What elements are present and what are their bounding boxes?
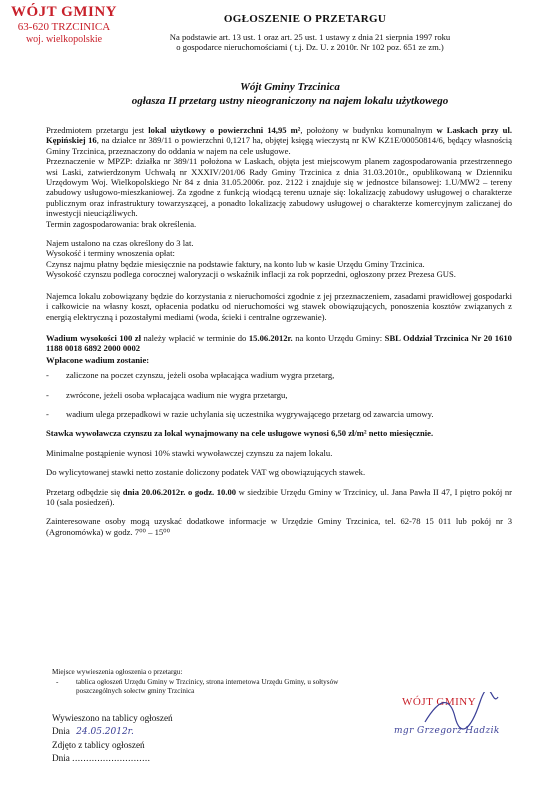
body bbox=[46, 125, 512, 537]
posting-record bbox=[52, 712, 292, 765]
list-item: - zaliczone na poczet czynszu, jeżeli osoba wpłacająca wadium wygra przetarg, bbox=[46, 370, 335, 381]
list-item: - zwrócone, jeżeli osoba wpłacająca wadium nie wygra przetargu, bbox=[46, 389, 288, 400]
paragraph-min-increment: Minimalne postąpienie wynosi 10% stawki wywoławczej czynszu za najem lokalu. bbox=[46, 447, 333, 458]
stamp-line-1: WÓJT GMINY bbox=[11, 4, 117, 20]
signature-name: mgr Grzegorz Hadzik bbox=[394, 726, 500, 736]
paragraph-tenant-obligations: Najemca lokalu zobowiązany będzie do korzystania z nieruchomości zgodnie z jej przeznaczeniem, zasadami prawidłowej gospodarki i całkowicie na własny koszt, opłacenia podatku od nieruchomości wg stawek obowiązujących, ponoszenia kosztów związanych z energią elektryczną i pozostałymi mediami (woda, ścieki i centralne ogrzewanie). bbox=[46, 290, 512, 322]
page-title: OGŁOSZENIE O PRZETARGU bbox=[223, 13, 387, 25]
paragraph-lease-term: Najem ustalono na czas określony do 3 lat. bbox=[46, 238, 194, 249]
premises-address: w Laskach przy ul. Kępińskiej 16 bbox=[46, 125, 512, 146]
paragraph-fees-title: Wysokość i terminy wnoszenia opłat: bbox=[46, 248, 175, 259]
signature-block bbox=[390, 692, 540, 752]
paragraph-indexation: Wysokość czynszu podlega corocznej waloryzacji o wskaźnik inflacji za rok poprzedni, ogłoszony przez Prezesa GUS. bbox=[46, 269, 456, 280]
subtitle-line-2: ogłasza II przetarg ustny nieograniczony na najem lokalu użytkowego bbox=[131, 95, 449, 107]
legal-basis bbox=[100, 32, 520, 53]
stamp-line-3: woj. wielkopolskie bbox=[25, 34, 103, 45]
posting-places-list: - tablica ogłoszeń Urzędu Gminy w Trzcinicy, strona internetowa Urzędu Gminy, u sołtysów poszczególnych sołectw gminy Trzcinica bbox=[56, 678, 339, 695]
removed-date-placeholder: ............................ bbox=[72, 753, 151, 763]
paragraph-starting-rate: Stawka wywoławcza czynszu za lokal wynajmowany na cele usługowe wynosi 6,50 zł/m² netto miesięcznie. bbox=[46, 428, 434, 439]
subtitle bbox=[60, 80, 520, 108]
paragraph-deposit: Wadium wysokości 100 zł należy wpłacić w terminie do 15.06.2012r. na konto Urzędu Gminy: SBL Oddział Trzcinica Nr 20 1610 1188 0018 6892 2000 0002 bbox=[46, 332, 512, 354]
stamp-line-2: 63-620 TRZCINICA bbox=[17, 21, 111, 33]
posting-places-title: Miejsce wywieszenia ogłoszenia o przetargu: bbox=[52, 668, 183, 676]
posted-label: Wywieszono na tablicy ogłoszeń bbox=[52, 713, 173, 723]
removed-date-row: Dnia ............................ bbox=[52, 753, 151, 763]
deposit-deadline: 15.06.2012r. bbox=[248, 332, 293, 343]
paragraph-subject: Przedmiotem przetargu jest lokal użytkowy o powierzchni 14,95 m², położony w budynku komunalnym w Laskach przy ul. Kępińskiej 16, na działce nr 389/11 o powierzchni 0,1217 ha, objętej księgą wieczystą nr KW KZ1E/00050814/6, będący własnością Gminy Trzcinica, przeznaczony do oddania w najem na cele usługowe. bbox=[46, 125, 512, 156]
bank-account: SBL Oddział Trzcinica Nr 20 1610 1188 0018 6892 2000 0002 bbox=[46, 332, 512, 354]
paragraph-mpzp: Przeznaczenie w MPZP: działka nr 389/11 położona w Laskach, objęta jest miejscowym planem zagospodarowania przestrzennego wsi Laski, zatwierdzonym Uchwałą nr XXXIV/201/06 Rady Gminy Trzcinica z dnia 31.03.2010r., opublikowaną w Dzienniku Urzędowym Woj. Wielkopolskiego Nr 84 z dnia 31.05.2006r. poz. 2122 i znajduje się w jednostce bilansowej: 1.U/MW2 – tereny zabudowy usługowo-mieszkaniowej. Za zgodne z funkcją wiodącą terenu uznaje się: lokalizację zabudowy usługowej o charakterze publicznym oraz infrastruktury towarzyszącej, a ponadto lokalizację zabudowy usługowej o charakterze komercyjnym zaliczanej do inwestycji nieuciążliwych. bbox=[46, 156, 512, 219]
paragraph-rent-payment: Czynsz najmu płatny będzie miesięcznie na podstawie faktury, na konto lub w kasie Urzędu Gminy Trzcinica. bbox=[46, 258, 425, 269]
legal-basis-line-2: o gospodarce nieruchomościami ( t.j. Dz. U. z 2010r. Nr 102 poz. 651 ze zm.) bbox=[176, 42, 444, 53]
posted-date-row: Dnia 24.05.2012r. bbox=[52, 726, 134, 737]
list-item: - wadium ulega przepadkowi w razie uchylania się uczestnika wygrywającego przetarg od zawarcia umowy. bbox=[46, 408, 434, 419]
posted-date: 24.05.2012r. bbox=[76, 727, 134, 737]
paragraph-vat: Do wylicytowanej stawki netto zostanie doliczony podatek VAT wg obowiązujących stawek. bbox=[46, 467, 366, 478]
signature-stamp: WÓJT GMINY bbox=[402, 696, 477, 708]
paragraph-contact: Zainteresowane osoby mogą uzyskać dodatkowe informacje w Urzędzie Gminy Trzcinica, tel. 62-78 15 011 lub pokój nr 3 (Agronomówka) w godz. 7⁰⁰ – 15⁰⁰ bbox=[46, 516, 512, 537]
deposit-amount: Wadium wysokości 100 zł bbox=[46, 332, 142, 343]
auction-datetime: dnia 20.06.2012r. o godz. 10.00 bbox=[122, 486, 237, 497]
posting-places bbox=[52, 668, 382, 696]
removed-label: Zdjęto z tablicy ogłoszeń bbox=[52, 740, 145, 750]
subtitle-line-1: Wójt Gminy Trzcinica bbox=[240, 81, 340, 93]
legal-basis-line-1: Na podstawie art. 13 ust. 1 oraz art. 25 ust. 1 ustawy z dnia 21 sierpnia 1997 roku bbox=[169, 32, 451, 42]
paragraph-term-development: Termin zagospodarowania: brak określenia. bbox=[46, 218, 197, 229]
paragraph-auction-date: Przetarg odbędzie się dnia 20.06.2012r. o godz. 10.00 w siedzibie Urzędu Gminy w Trzcinicy, ul. Jana Pawła II 47, I piętro pokój nr 10 (sala posiedzeń). bbox=[46, 486, 512, 507]
deposit-bullets bbox=[46, 370, 512, 419]
premises-area: lokal użytkowy o powierzchni 14,95 m² bbox=[148, 125, 301, 135]
paragraph-deposit-status: Wpłacone wadium zostanie: bbox=[46, 354, 150, 365]
